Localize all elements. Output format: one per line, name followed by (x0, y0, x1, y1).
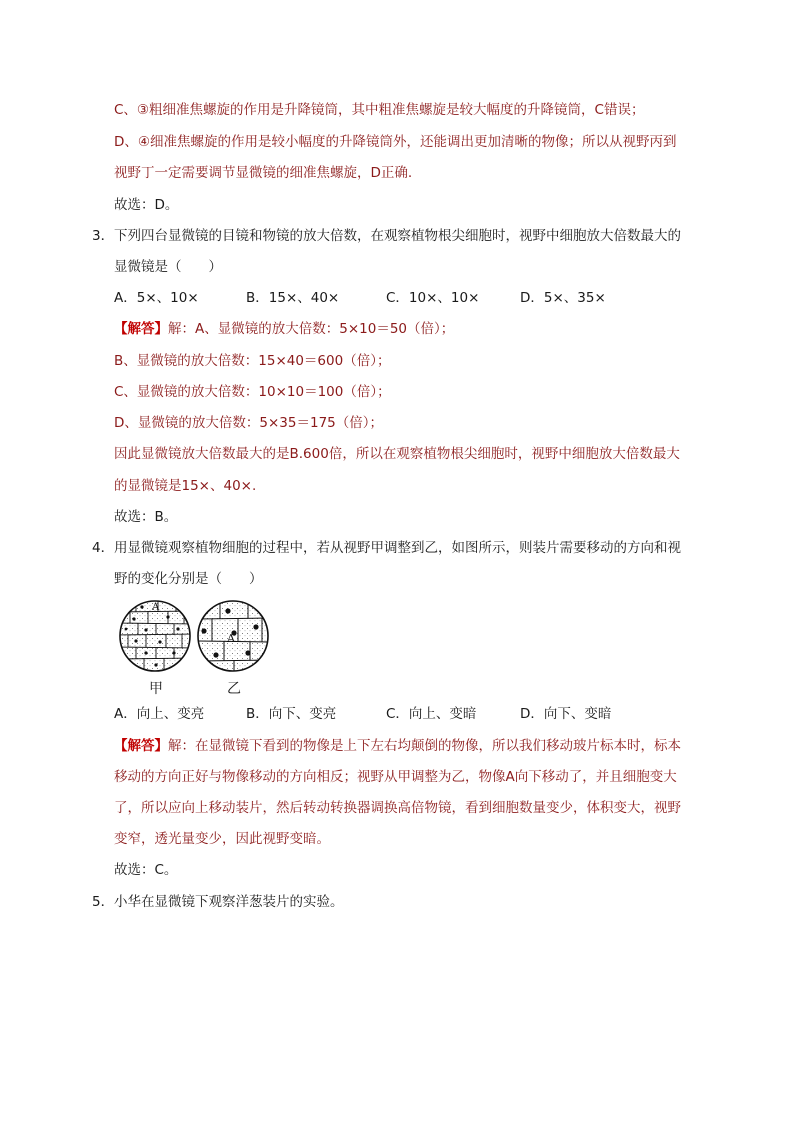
q4-option-d: D．向下、变暗 (520, 706, 612, 722)
figure-label-jia: 甲 (149, 681, 163, 697)
q4-answer: 故选：C。 (114, 862, 178, 878)
q3-analysis-d: D、显微镜的放大倍数：5×35＝175（倍）； (114, 415, 383, 431)
q3-number: 3． (92, 228, 115, 244)
q4-number: 4． (92, 540, 115, 556)
q5-number: 5． (92, 894, 115, 910)
q4-option-c: C．向上、变暗 (386, 706, 477, 722)
q3-option-c: C．10×、10× (386, 290, 480, 306)
prev-solution-c: C、③粗细准焦螺旋的作用是升降镜筒，其中粗准焦螺旋是较大幅度的升降镜筒，C错误； (114, 102, 645, 118)
q3-stem-line1: 下列四台显微镜的目镜和物镜的放大倍数，在观察植物根尖细胞时，视野中细胞放大倍数最大的 (114, 228, 681, 244)
q4-analysis-line2: 移动的方向正好与物像移动的方向相反；视野从甲调整为乙，物像A向下移动了，并且细胞变大 (114, 769, 677, 785)
q3-conclusion-line1: 因此显微镜放大倍数最大的是B.600倍，所以在观察植物根尖细胞时，视野中细胞放大倍数最大 (114, 446, 680, 462)
microscope-views-figure (116, 597, 278, 677)
q4-analysis-line1-text: 解：在显微镜下看到的物像是上下左右均颠倒的物像，所以我们移动玻片标本时，标本 (168, 738, 681, 754)
q3-analysis-b: B、显微镜的放大倍数：15×40＝600（倍）； (114, 353, 391, 369)
figure-label-yi: 乙 (227, 681, 241, 697)
q5-stem: 小华在显微镜下观察洋葱装片的实验。 (114, 894, 344, 910)
prev-solution-d-line2: 视野丁一定需要调节显微镜的细准焦螺旋，D正确. (114, 165, 413, 181)
q3-analysis-a-text: 解：A、显微镜的放大倍数：5×10＝50（倍）； (168, 321, 455, 337)
q4-stem-line2: 野的变化分别是（ ） (114, 571, 263, 587)
q4-analysis-line4: 变窄，透光量变少，因此视野变暗。 (114, 831, 330, 847)
prev-solution-d-line1: D、④细准焦螺旋的作用是较小幅度的升降镜筒外，还能调出更加清晰的物像；所以从视野丙到 (114, 134, 677, 150)
q3-analysis-a (114, 319, 454, 339)
q4-analysis-line1 (114, 736, 681, 756)
q4-analysis-tag: 【解答】 (114, 738, 168, 754)
q3-answer: 故选：B。 (114, 509, 178, 525)
field-yi-cell-mark: A (227, 632, 235, 645)
q3-analysis-c: C、显微镜的放大倍数：10×10＝100（倍）； (114, 384, 391, 400)
q4-option-a: A．向上、变亮 (114, 706, 205, 722)
q3-option-a: A．5×、10× (114, 290, 199, 306)
q3-option-d: D．5×、35× (520, 290, 606, 306)
prev-answer: 故选：D。 (114, 197, 179, 213)
q4-stem-line1: 用显微镜观察植物细胞的过程中，若从视野甲调整到乙，如图所示，则装片需要移动的方向和视 (114, 540, 681, 556)
field-jia-cell-mark: A (152, 602, 160, 613)
q3-stem-line2: 显微镜是（ ） (114, 259, 222, 275)
q4-option-b: B．向下、变亮 (246, 706, 337, 722)
q3-analysis-tag: 【解答】 (114, 321, 168, 337)
q3-option-b: B．15×、40× (246, 290, 340, 306)
q4-analysis-line3: 了，所以应向上移动装片，然后转动转换器调换高倍物镜，看到细胞数量变少，体积变大，视野 (114, 800, 681, 816)
q3-conclusion-line2: 的显微镜是15×、40×. (114, 478, 257, 494)
